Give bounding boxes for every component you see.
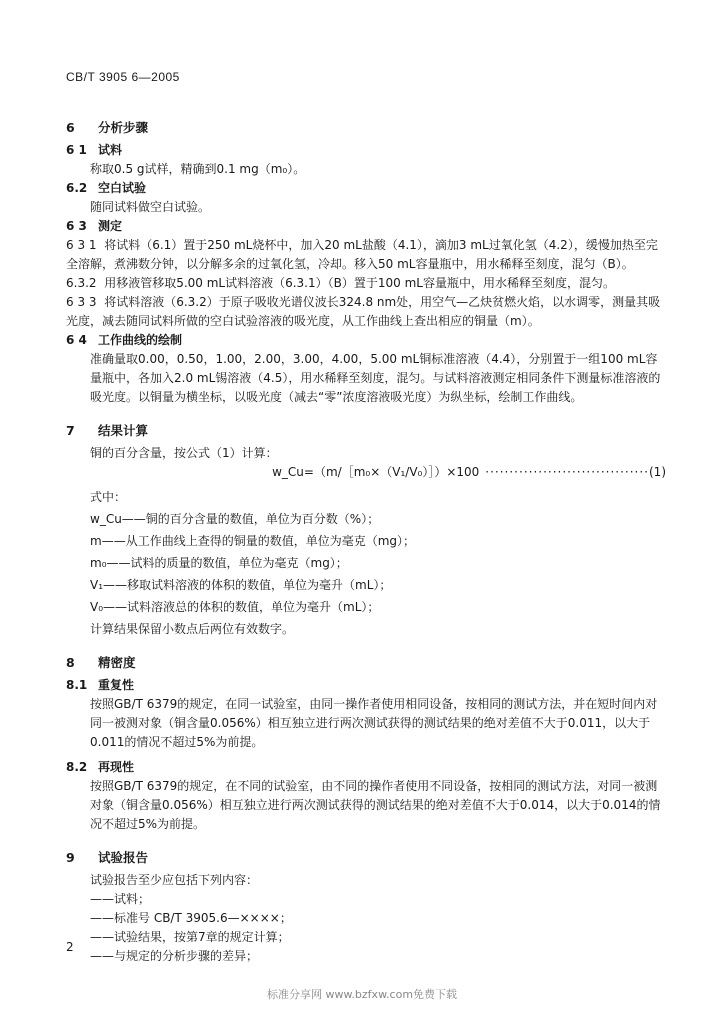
document-body xyxy=(66,118,666,966)
clause-6-3-3 xyxy=(66,293,666,331)
section-8-2-text: 按照GB/T 6379的规定，在不同的试验室，由不同的操作者使用不同设备，按相同的测试方法，对同一被测对象（铜含量0.056%）相互独立进行两次测试获得的测试结果的绝对差值不大于0.014，以大于0.014的情况不超过5%为前提。 xyxy=(90,779,661,831)
report-item: ——试验结果，按第7章的规定计算； xyxy=(90,930,290,944)
standard-number-header: CB/T 3905 6—2005 xyxy=(66,70,180,84)
section-title: 工作曲线的绘制 xyxy=(98,333,183,347)
clause-text: 将试料溶液（6.3.2）于原子吸收光谱仪波长324.8 nm处，用空气—乙炔贫燃火焰，以水调零，测量其吸光度，减去随同试料所做的空白试验溶液的吸光度，从工作曲线上查出相应的铜量（m）。 xyxy=(66,295,661,328)
section-6-3-heading xyxy=(66,217,666,236)
clause-number: 6 3 3 xyxy=(66,295,97,309)
section-title: 重复性 xyxy=(98,678,135,692)
variable-definition: m₀——试料的质量的数值，单位为毫克（mg）； xyxy=(90,556,348,570)
section-6-4-heading xyxy=(66,331,666,350)
variable-definition: w_Cu——铜的百分含量的数值，单位为百分数（%）； xyxy=(90,512,380,526)
section-title: 空白试验 xyxy=(98,181,147,195)
section-7-heading xyxy=(66,421,666,440)
page-number: 2 xyxy=(66,940,74,954)
formula-1 xyxy=(66,463,666,482)
section-title: 分析步骤 xyxy=(98,120,149,135)
section-number: 8 xyxy=(66,655,75,670)
formula-expression: w_Cu=（m/［m₀×（V₁/V₀）］）×100 xyxy=(272,465,480,479)
rounding-note: 计算结果保留小数点后两位有效数字。 xyxy=(90,622,295,636)
report-item: ——试料； xyxy=(90,892,151,906)
section-number: 9 xyxy=(66,850,75,865)
section-number: 6 1 xyxy=(66,143,87,157)
footer-watermark[interactable]: 标准分享网 www.bzfxw.com免费下载 xyxy=(266,988,458,1001)
section-title: 再现性 xyxy=(98,760,135,774)
section-title: 结果计算 xyxy=(98,423,149,438)
section-8-1-heading xyxy=(66,676,666,695)
section-title: 试料 xyxy=(98,143,123,157)
section-6-4-text: 准确量取0.00，0.50，1.00，2.00，3.00，4.00，5.00 mL铜标准溶液（4.4），分别置于一组100 mL容量瓶中，各加入2.0 mL锡溶液（4.5），用水稀释至刻度，混匀。与试料溶液测定相同条件下测量标准溶液的吸光度。以铜量为横坐标，以吸光度（减去“零”浓度溶液吸光度）为纵坐标，绘制工作曲线。 xyxy=(90,352,661,404)
clause-text: 用移液管移取5.00 mL试料溶液（6.3.1）（B）置于100 mL容量瓶中，用水稀释至刻度，混匀。 xyxy=(104,276,615,290)
section-6-heading xyxy=(66,118,666,137)
clause-number: 6.3.2 xyxy=(66,276,97,290)
section-number: 6 3 xyxy=(66,219,87,233)
formula-number: (1) xyxy=(649,465,666,479)
where-label: 式中： xyxy=(90,490,127,504)
section-number: 6 xyxy=(66,120,75,135)
report-intro: 试验报告至少应包括下列内容： xyxy=(90,873,259,887)
section-title: 测定 xyxy=(98,219,123,233)
section-6-2-text: 随同试料做空白试验。 xyxy=(90,200,211,214)
section-number: 6 4 xyxy=(66,333,87,347)
clause-6-3-2 xyxy=(66,274,666,293)
section-8-heading xyxy=(66,653,666,672)
report-item: ——标准号 CB/T 3905.6—××××； xyxy=(90,911,292,925)
section-9-heading xyxy=(66,848,666,867)
variable-definition: V₁——移取试料溶液的体积的数值，单位为毫升（mL）； xyxy=(90,578,392,592)
section-8-1-text: 按照GB/T 6379的规定，在同一试验室，由同一操作者使用相同设备，按相同的测试方法，并在短时间内对同一被测对象（铜含量0.056%）相互独立进行两次测试获得的测试结果的绝对差值不大于0.011，以大于0.011的情况不超过5%为前提。 xyxy=(90,697,658,749)
section-number: 6.2 xyxy=(66,181,88,195)
report-item: ——与规定的分析步骤的差异； xyxy=(90,949,259,963)
variable-definition: V₀——试料溶液总的体积的数值，单位为毫升（mL）； xyxy=(90,600,380,614)
section-6-1-text: 称取0.5 g试样，精确到0.1 mg（m₀）。 xyxy=(90,162,306,176)
section-number: 7 xyxy=(66,423,75,438)
variable-definition: m——从工作曲线上查得的铜量的数值，单位为毫克（mg）； xyxy=(90,534,415,548)
clause-text: 将试料（6.1）置于250 mL烧杯中，加入20 mL盐酸（4.1），滴加3 mL过氧化氢（4.2），缓慢加热至完全溶解，煮沸数分钟，以分解多余的过氧化氢，冷却。移入50 mL容量瓶中，用水稀释至刻度，混匀（B）。 xyxy=(66,238,658,271)
section-number: 8.2 xyxy=(66,760,88,774)
section-title: 试验报告 xyxy=(98,850,149,865)
section-6-2-heading xyxy=(66,179,666,198)
section-number: 8.1 xyxy=(66,678,88,692)
clause-6-3-1 xyxy=(66,236,666,274)
formula-leader-dots: ·································· xyxy=(485,465,649,479)
section-6-1-heading xyxy=(66,141,666,160)
section-title: 精密度 xyxy=(98,655,136,670)
calculation-intro: 铜的百分含量，按公式（1）计算： xyxy=(90,446,278,460)
section-8-2-heading xyxy=(66,758,666,777)
clause-number: 6 3 1 xyxy=(66,238,97,252)
